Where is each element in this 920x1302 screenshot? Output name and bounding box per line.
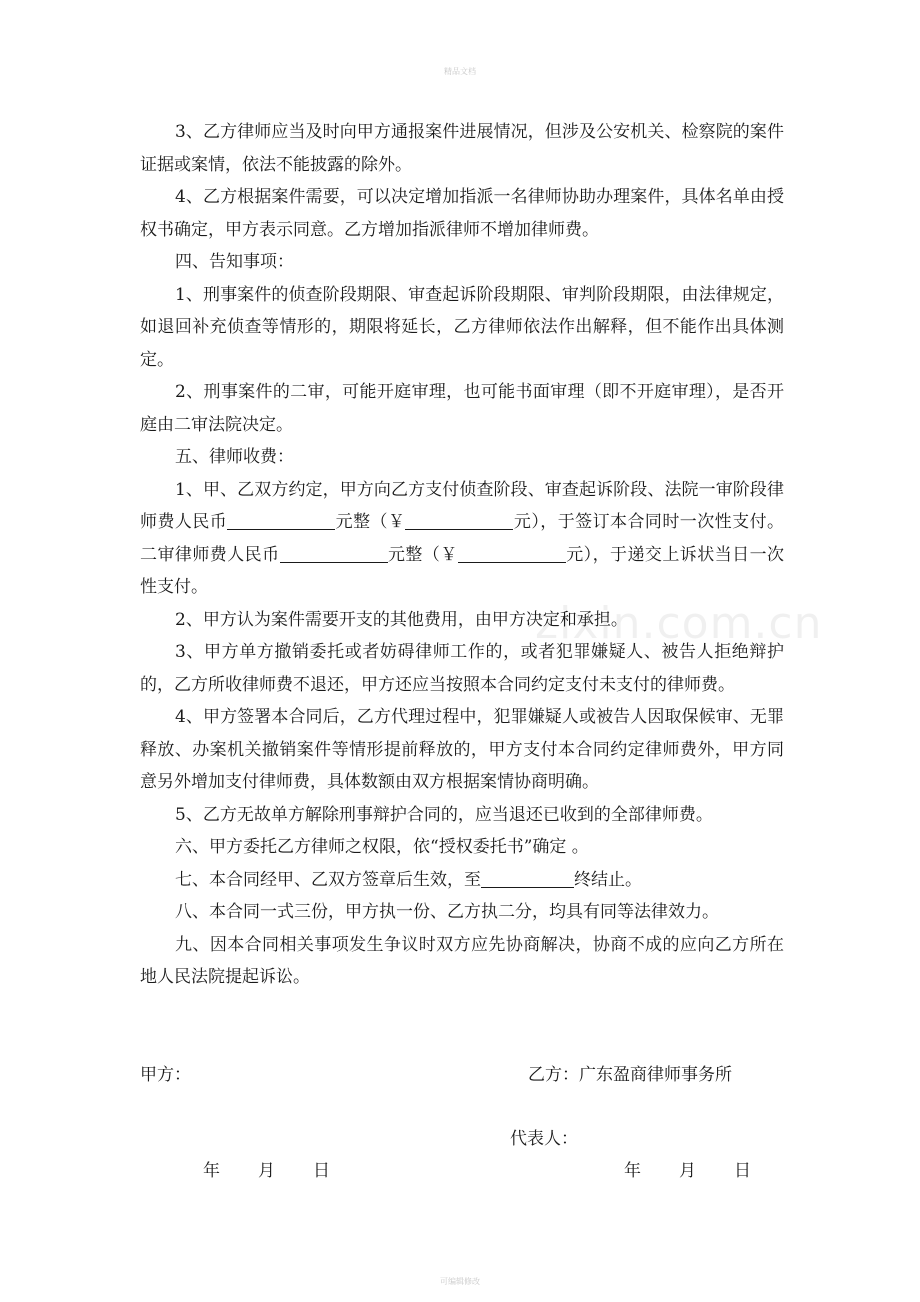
fee-clause-5: 5、乙方无故单方解除刑事辩护合同的，应当退还已收到的全部律师费。 (175, 804, 713, 825)
notice-2-second-instance: 2、刑事案件的二审，可能开庭审理，也可能书面审理（即不开庭审理），是否开庭由二审法院决定。 (140, 382, 784, 435)
clause-3-notification: 3、乙方律师应当及时向甲方通报案件进展情况，但涉及公安机关、检察院的案件证据或案情，依法不能披露的除外。 (140, 122, 784, 175)
section-5-heading: 五、律师收费： (175, 447, 294, 467)
party-a-label: 甲方： (140, 1065, 191, 1085)
contract-body (140, 116, 784, 994)
party-b-date (624, 1159, 789, 1183)
party-a-year: 年 (203, 1161, 220, 1181)
effective-text-b: 终结止。 (574, 869, 642, 890)
party-b-day: 日 (734, 1161, 751, 1181)
party-a-day: 日 (313, 1161, 330, 1181)
party-b-month: 月 (679, 1161, 696, 1181)
fee-clause-4: 4、甲方签署本合同后，乙方代理过程中，犯罪嫌疑人或被告人因取保候审、无罪释放、办案机关撤销案件等情形提前释放的，甲方支付本合同约定律师费外，甲方同意另外增加支付律师费，具体数额由双方根据案情协商明确。 (140, 707, 784, 792)
fee-blank-second-rmb[interactable] (280, 544, 388, 563)
fee-clause-1 (140, 474, 784, 604)
fee-text-d: 元整（￥ (387, 544, 458, 565)
section-8-copies: 八、本合同一式三份，甲方执一份、乙方执二分，均具有同等法律效力。 (175, 902, 719, 922)
effective-date-blank[interactable] (481, 869, 574, 888)
section-7-effective (140, 864, 784, 897)
fee-clause-2: 2、甲方认为案件需要开支的其他费用，由甲方决定和承担。 (175, 609, 628, 630)
fee-text-c: 元），于签订本合同时一次性支付。二审律师费人民币 (140, 512, 785, 565)
representative-label: 代表人： (510, 1129, 578, 1149)
fee-blank-second-yuan[interactable] (458, 544, 566, 563)
page-header: 精品文档 (444, 67, 476, 76)
fee-blank-first-yuan[interactable] (405, 511, 513, 530)
section-4-heading: 四、告知事项： (175, 252, 294, 272)
fee-text-b: 元整（￥ (335, 512, 406, 532)
fee-blank-first-rmb[interactable] (227, 511, 335, 530)
effective-text-a: 七、本合同经甲、乙双方签章后生效，至 (175, 869, 481, 890)
fee-text-e: 元），于递交上诉状当日一次性支付。 (140, 544, 785, 597)
watermark: zixin.com.cn (535, 598, 823, 649)
section-9-disputes: 九、因本合同相关事项发生争议时双方应先协商解决，协商不成的应向乙方所在地人民法院提起诉讼。 (140, 934, 784, 987)
section-6-authority: 六、甲方委托乙方律师之权限，依“授权委托书”确定 。 (175, 837, 589, 857)
party-a-month: 月 (258, 1161, 275, 1181)
notice-1-time-limits: 1、刑事案件的侦查阶段期限、审查起诉阶段期限、审判阶段期限，由法律规定，如退回补充侦查等情形的，期限将延长，乙方律师依法作出解释，但不能作出具体测定。 (140, 284, 784, 370)
page-footer: 可编辑修改 (440, 1277, 480, 1286)
fee-text-a: 1、甲、乙双方约定，甲方向乙方支付侦查阶段、审查起诉阶段、法院一审阶段律师费人民币 (140, 479, 784, 532)
party-b-name: 乙方：广东盈商律师事务所 (528, 1065, 732, 1085)
party-a-date (203, 1159, 368, 1183)
fee-clause-3: 3、甲方单方撤销委托或者妨碍律师工作的，或者犯罪嫌疑人、被告人拒绝辩护的，乙方所收律师费不退还，甲方还应当按照本合同约定支付未支付的律师费。 (140, 642, 784, 695)
party-b-year: 年 (624, 1161, 641, 1181)
clause-4-assign-lawyer: 4、乙方根据案件需要，可以决定增加指派一名律师协助办理案件，具体名单由授权书确定，甲方表示同意。乙方增加指派律师不增加律师费。 (140, 187, 784, 240)
